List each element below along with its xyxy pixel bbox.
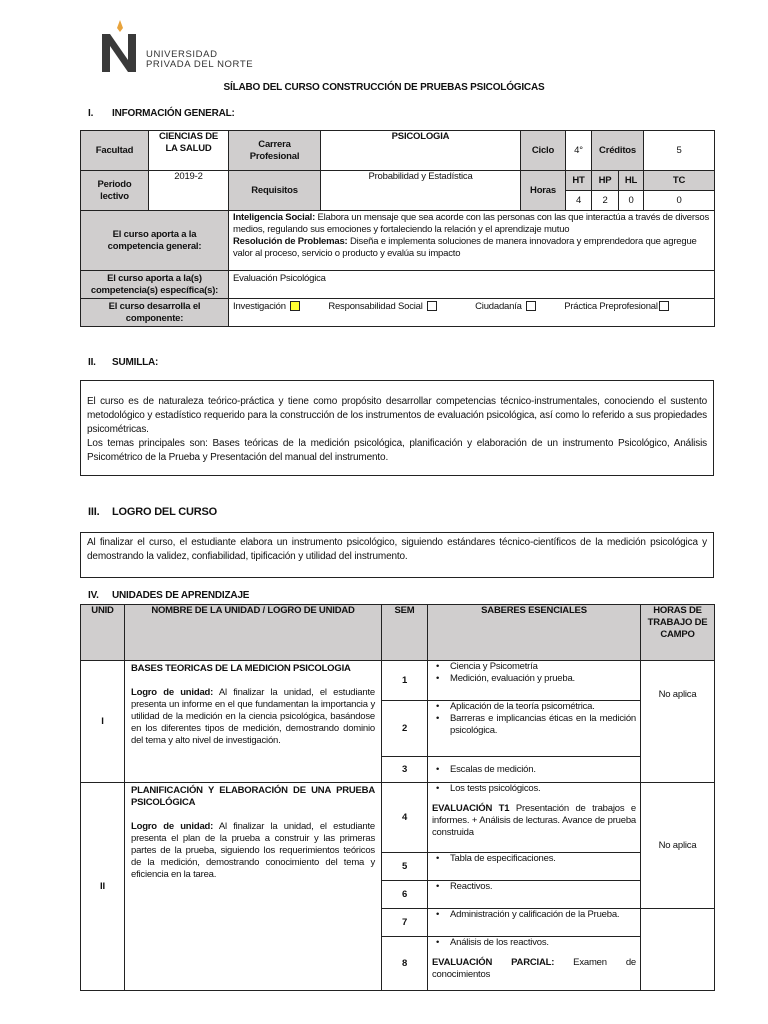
creditos-value: 5 <box>644 131 715 171</box>
creditos-label: Créditos <box>592 131 644 171</box>
competencia-especifica-value: Evaluación Psicológica <box>229 271 715 299</box>
checkbox-icon[interactable] <box>290 301 300 311</box>
unit-1-description: BASES TEORICAS DE LA MEDICION PSICOLOGIA Logro de unidad: Al finalizar la unidad, el estudiante presenta un informe en el que fundamentan la importancia y utilidad de la medición en la ciencia psicológica, basándose en los diferentes tipos de medición, demostrando dominio del tema y alto nivel de investigación. <box>125 661 382 783</box>
section-4-heading: IV. UNIDADES DE APRENDIZAJE <box>88 590 250 601</box>
componente-options <box>229 299 715 327</box>
week-4-saberes: • Los tests psicológicos. EVALUACIÓN T1 Presentación de trabajos e informes. + Análisis de lecturas. Avance de prueba construida <box>428 783 641 853</box>
carrera-label: Carrera Profesional <box>229 131 321 171</box>
university-name: UNIVERSIDAD PRIVADA DEL NORTE <box>146 49 254 70</box>
ciclo-value: 4° <box>566 131 592 171</box>
section-2-heading: II. SUMILLA: <box>88 357 159 368</box>
week-1-saberes: • Ciencia y Psicometría • Medición, evaluación y prueba. <box>428 661 641 701</box>
facultad-value: CIENCIAS DE LA SALUD <box>149 131 229 171</box>
week-2: 2 <box>382 701 428 757</box>
logo-n-icon <box>98 18 142 74</box>
week-6-saberes: • Reactivos. <box>428 881 641 909</box>
sumilla-paragraph-2: Los temas principales son: Bases teóricas de la medición psicológica, planificación y elaboración de un instrumento Psicológico, Análisis Psicométrico de la Prueba y Presentación del manual del instrumento. <box>87 438 707 463</box>
horas-label: Horas <box>521 171 566 211</box>
units-table <box>80 604 715 991</box>
week-5-saberes: • Tabla de especificaciones. <box>428 853 641 881</box>
carrera-value: PSICOLOGIA <box>321 131 521 171</box>
facultad-label: Facultad <box>81 131 149 171</box>
sumilla-paragraph-1: El curso es de naturaleza teórico-práctica y tiene como propósito desarrollar competencias técnico-instrumentales, conociendo el sustento metodológico y estadístico requerido para la construcción de los instrumentos de evaluación psicológica, así como lo referido a sus propiedades psicométricas. <box>87 396 707 435</box>
checkbox-icon[interactable] <box>427 301 437 311</box>
unit-2-description: PLANIFICACIÓN Y ELABORACIÓN DE UNA PRUEBA PSICOLÓGICA Logro de unidad: Al finalizar la unidad, el estudiante presenta el plan de la prueba a construir y las primeras partes de la prueba, siguiendo los requerimientos teóricos de la medición, demostrando conocimiento del tema y eficiencia en la tarea. <box>125 783 382 991</box>
horas-header-ht: HT <box>566 171 592 191</box>
week-3: 3 <box>382 757 428 783</box>
sumilla-box <box>80 380 714 476</box>
university-logo <box>98 18 258 74</box>
competencia-general-label: El curso aporta a la competencia general: <box>81 211 229 271</box>
week-1: 1 <box>382 661 428 701</box>
section-3-heading: III. LOGRO DEL CURSO <box>88 506 217 518</box>
week-2-saberes: • Aplicación de la teoría psicométrica. • Barreras e implicancias éticas en la medición psicológica. <box>428 701 641 757</box>
col-nombre: NOMBRE DE LA UNIDAD / LOGRO DE UNIDAD <box>125 605 382 661</box>
componente-label: El curso desarrolla el componente: <box>81 299 229 327</box>
week-4: 4 <box>382 783 428 853</box>
week-7-saberes: • Administración y calificación de la Prueba. <box>428 909 641 937</box>
unit-2-horas: No aplica <box>641 783 715 909</box>
requisitos-value: Probabilidad y Estadística <box>321 171 521 211</box>
week-8: 8 <box>382 937 428 991</box>
col-unid: UNID <box>81 605 125 661</box>
componente-ciudadania[interactable]: Ciudadanía <box>475 301 536 312</box>
ciclo-label: Ciclo <box>521 131 566 171</box>
componente-investigacion[interactable]: Investigación <box>233 301 300 312</box>
horas-value-tc: 0 <box>644 191 715 211</box>
horas-value-hl: 0 <box>619 191 644 211</box>
competencia-general-value: Inteligencia Social: Elabora un mensaje que sea acorde con las personas con las que interactúa a través de diversos medios, regulando sus emociones y fortaleciendo la relación y el aprendizaje mutuo Resolución de Problemas: Diseña e implementa soluciones de manera innovadora y emprendedora que agregue valor al proceso, servicio o producto y evalúa su impacto <box>229 211 715 271</box>
col-sem: SEM <box>382 605 428 661</box>
unit-2-title: PLANIFICACIÓN Y ELABORACIÓN DE UNA PRUEBA PSICOLÓGICA <box>131 785 375 808</box>
horas-header-tc: TC <box>644 171 715 191</box>
col-horas: HORAS DE TRABAJO DE CAMPO <box>641 605 715 661</box>
checkbox-icon[interactable] <box>659 301 669 311</box>
periodo-value: 2019-2 <box>149 171 229 211</box>
unit-1-horas: No aplica <box>641 661 715 783</box>
checkbox-icon[interactable] <box>526 301 536 311</box>
general-info-table <box>80 130 715 327</box>
periodo-label: Periodo lectivo <box>81 171 149 211</box>
unit-2-horas-empty <box>641 909 715 991</box>
unit-1-title: BASES TEORICAS DE LA MEDICION PSICOLOGIA <box>131 663 351 674</box>
section-1-heading: I. INFORMACIÓN GENERAL: <box>88 108 235 119</box>
week-5: 5 <box>382 853 428 881</box>
week-7: 7 <box>382 909 428 937</box>
horas-header-hp: HP <box>592 171 619 191</box>
col-saberes: SABERES ESENCIALES <box>428 605 641 661</box>
componente-practica[interactable]: Práctica Preprofesional <box>564 301 669 312</box>
logro-box: Al finalizar el curso, el estudiante elabora un instrumento psicológico, siguiendo estándares técnico-científicos de la medición psicológica y demostrando la validez, confiabilidad, tipificación y utilidad del instrumento. <box>80 532 714 578</box>
horas-value-ht: 4 <box>566 191 592 211</box>
document-title: SÍLABO DEL CURSO CONSTRUCCIÓN DE PRUEBAS PSICOLÓGICAS <box>223 82 545 93</box>
competencia-especifica-label: El curso aporta a la(s) competencia(s) específica(s): <box>81 271 229 299</box>
requisitos-label: Requisitos <box>229 171 321 211</box>
week-6: 6 <box>382 881 428 909</box>
week-3-saberes: • Escalas de medición. <box>428 757 641 783</box>
unit-1-number: I <box>81 661 125 783</box>
horas-header-hl: HL <box>619 171 644 191</box>
horas-value-hp: 2 <box>592 191 619 211</box>
unit-2-number: II <box>81 783 125 991</box>
componente-responsabilidad[interactable]: Responsabilidad Social <box>328 301 436 312</box>
week-8-saberes: • Análisis de los reactivos. EVALUACIÓN PARCIAL: Examen de conocimientos <box>428 937 641 991</box>
